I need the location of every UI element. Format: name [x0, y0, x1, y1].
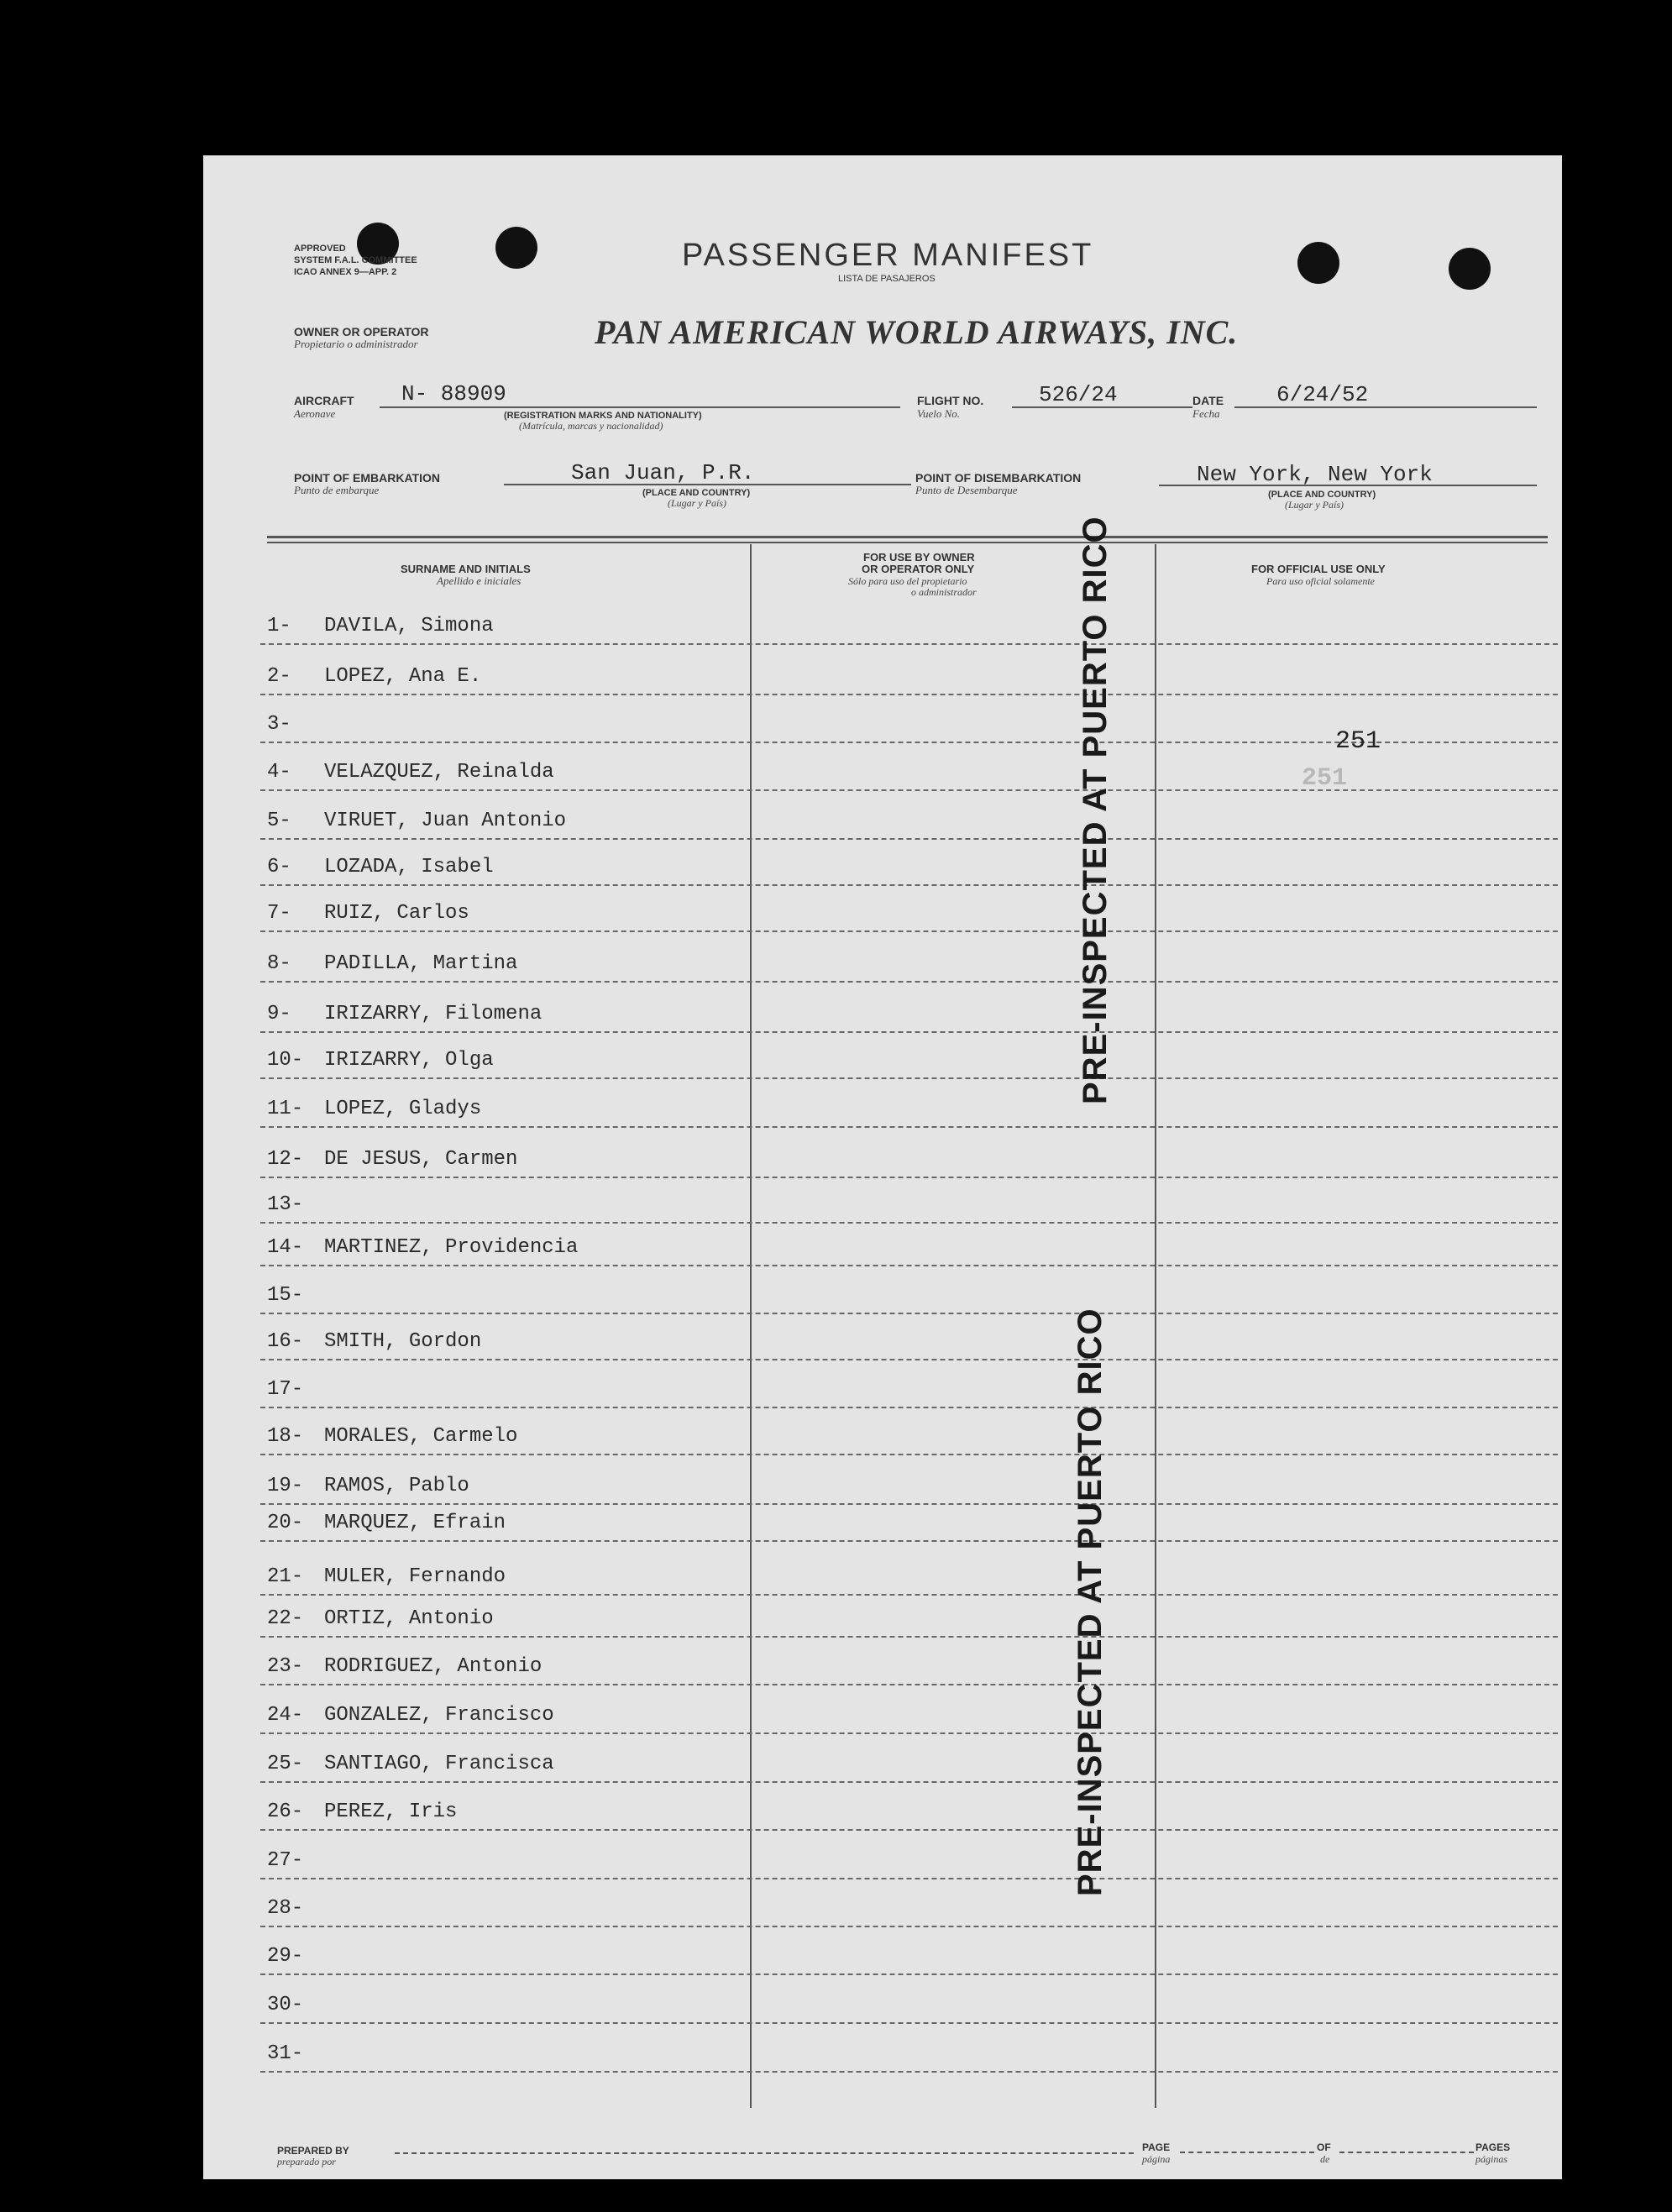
- column-header-owner: FOR USE BY OWNER: [863, 551, 975, 563]
- row-rule: [260, 981, 1558, 983]
- date-label: DATE: [1192, 394, 1224, 407]
- passenger-name: PADILLA, Martina: [324, 952, 518, 975]
- row-number: 1-: [267, 615, 291, 637]
- table-top-rule: [267, 536, 1548, 538]
- passenger-name: DAVILA, Simona: [324, 615, 494, 637]
- punch-hole: [1449, 248, 1491, 290]
- row-number: 23-: [267, 1655, 304, 1678]
- row-rule: [260, 1926, 1558, 1927]
- row-number: 11-: [267, 1098, 304, 1120]
- row-number: 28-: [267, 1897, 304, 1920]
- embarkation-underline: [504, 484, 911, 485]
- row-number: 29-: [267, 1945, 304, 1968]
- embarkation-label: POINT OF EMBARKATION: [294, 471, 440, 485]
- row-number: 16-: [267, 1330, 304, 1353]
- flight-label-es: Vuelo No.: [917, 407, 961, 420]
- passenger-name: LOZADA, Isabel: [324, 856, 494, 878]
- passenger-name: GONZALEZ, Francisco: [324, 1704, 554, 1727]
- column-header-owner-2: OR OPERATOR ONLY: [862, 563, 975, 575]
- row-number: 24-: [267, 1704, 304, 1727]
- passenger-name: MARQUEZ, Efrain: [324, 1512, 506, 1534]
- row-rule: [260, 1878, 1558, 1879]
- row-number: 3-: [267, 713, 291, 736]
- aircraft-sub: (REGISTRATION MARKS AND NATIONALITY): [504, 411, 702, 421]
- punch-hole: [495, 227, 537, 269]
- row-rule: [260, 1126, 1558, 1128]
- row-number: 20-: [267, 1512, 304, 1534]
- table-top-rule-2: [267, 542, 1548, 543]
- aircraft-value: N- 88909: [401, 381, 506, 406]
- passenger-name: RAMOS, Pablo: [324, 1475, 469, 1497]
- row-rule: [260, 1265, 1558, 1266]
- date-label-es: Fecha: [1192, 407, 1220, 420]
- pages-label: PAGES: [1475, 2141, 1511, 2153]
- row-rule: [260, 1503, 1558, 1505]
- passenger-name: IRIZARRY, Filomena: [324, 1003, 542, 1025]
- row-number: 14-: [267, 1236, 304, 1259]
- passenger-name: RODRIGUEZ, Antonio: [324, 1655, 542, 1678]
- row-rule: [260, 1407, 1558, 1408]
- row-number: 8-: [267, 952, 291, 975]
- embarkation-sub: (PLACE AND COUNTRY): [642, 488, 751, 498]
- row-rule: [260, 2022, 1558, 2024]
- page-label-es: página: [1142, 2153, 1171, 2165]
- date-underline: [1234, 406, 1537, 408]
- column-header-official: FOR OFFICIAL USE ONLY: [1251, 563, 1386, 575]
- prepared-by-line: [395, 2152, 1134, 2154]
- row-number: 15-: [267, 1284, 304, 1307]
- row-number: 26-: [267, 1801, 304, 1823]
- column-divider-1: [750, 544, 752, 2108]
- page-label: PAGE: [1142, 2141, 1171, 2153]
- row-rule: [260, 1454, 1558, 1455]
- official-use-number: 251: [1335, 727, 1381, 756]
- approval-line-3: ICAO ANNEX 9—APP. 2: [294, 267, 397, 277]
- column-divider-2: [1155, 544, 1156, 2108]
- row-rule: [260, 1781, 1558, 1783]
- row-number: 5-: [267, 810, 291, 832]
- passenger-name: VELAZQUEZ, Reinalda: [324, 761, 554, 784]
- page-title: PASSENGER MANIFEST: [682, 238, 1094, 273]
- row-number: 27-: [267, 1849, 304, 1872]
- disembarkation-sub: (PLACE AND COUNTRY): [1268, 490, 1376, 500]
- operator-label-es: Propietario o administrador: [294, 338, 418, 350]
- row-rule: [260, 2071, 1558, 2073]
- disembarkation-label: POINT OF DISEMBARKATION: [915, 471, 1082, 485]
- of-label-es: de: [1320, 2153, 1330, 2165]
- passenger-name: PEREZ, Iris: [324, 1801, 458, 1823]
- passenger-name: SMITH, Gordon: [324, 1330, 482, 1353]
- row-rule: [260, 1359, 1558, 1360]
- flight-value: 526/24: [1039, 382, 1118, 407]
- embarkation-sub-es: (Lugar y País): [668, 497, 726, 509]
- row-number: 7-: [267, 902, 291, 925]
- operator-value: PAN AMERICAN WORLD AIRWAYS, INC.: [595, 313, 1239, 351]
- passenger-name: ORTIZ, Antonio: [324, 1607, 494, 1630]
- row-rule: [260, 1031, 1558, 1033]
- row-rule: [260, 789, 1558, 791]
- row-rule: [260, 1313, 1558, 1314]
- passenger-name: LOPEZ, Ana E.: [324, 665, 482, 688]
- disembarkation-underline: [1159, 485, 1537, 486]
- column-header-owner-es-2: o administrador: [911, 586, 977, 598]
- row-number: 10-: [267, 1049, 304, 1072]
- flight-label: FLIGHT NO.: [917, 394, 984, 407]
- column-header-name-es: Apellido e iniciales: [437, 574, 522, 587]
- passenger-name: SANTIAGO, Francisca: [324, 1753, 554, 1775]
- row-rule: [260, 1077, 1558, 1079]
- row-rule: [260, 930, 1558, 932]
- page-subtitle: LISTA DE PASAJEROS: [838, 274, 936, 284]
- row-number: 4-: [267, 761, 291, 784]
- row-rule: [260, 884, 1558, 886]
- pre-inspected-stamp: PRE-INSPECTED AT PUERTO RICO: [1072, 1308, 1109, 1896]
- disembarkation-label-es: Punto de Desembarque: [915, 484, 1018, 496]
- flight-underline: [1012, 406, 1192, 408]
- row-rule: [260, 1177, 1558, 1178]
- row-rule: [260, 1222, 1558, 1224]
- row-number: 13-: [267, 1193, 304, 1216]
- row-number: 17-: [267, 1378, 304, 1401]
- of-line: [1339, 2152, 1474, 2153]
- row-number: 30-: [267, 1994, 304, 2016]
- row-number: 22-: [267, 1607, 304, 1630]
- aircraft-underline: [380, 406, 900, 408]
- aircraft-sub-es: (Matrícula, marcas y nacionalidad): [519, 420, 663, 432]
- passenger-name: RUIZ, Carlos: [324, 902, 469, 925]
- row-rule: [260, 694, 1558, 695]
- row-number: 2-: [267, 665, 291, 688]
- prepared-by-label: PREPARED BY: [277, 2145, 349, 2157]
- date-value: 6/24/52: [1276, 382, 1369, 407]
- row-rule: [260, 643, 1558, 645]
- row-rule: [260, 1594, 1558, 1596]
- row-rule: [260, 1974, 1558, 1975]
- row-rule: [260, 1732, 1558, 1734]
- passenger-name: LOPEZ, Gladys: [324, 1098, 482, 1120]
- passenger-name: IRIZARRY, Olga: [324, 1049, 494, 1072]
- embarkation-value: San Juan, P.R.: [571, 460, 755, 485]
- approval-line-2: SYSTEM F.A.L. COMMITTEE: [294, 255, 417, 265]
- pages-label-es: páginas: [1475, 2153, 1508, 2165]
- passenger-name: VIRUET, Juan Antonio: [324, 810, 567, 832]
- disembarkation-value: New York, New York: [1197, 462, 1433, 487]
- column-header-name: SURNAME AND INITIALS: [401, 563, 531, 575]
- approval-line-1: APPROVED: [294, 244, 346, 254]
- page-line: [1180, 2152, 1314, 2153]
- row-rule: [260, 1684, 1558, 1685]
- passenger-name: MORALES, Carmelo: [324, 1425, 518, 1448]
- pre-inspected-stamp: PRE-INSPECTED AT PUERTO RICO: [1077, 516, 1114, 1104]
- disembarkation-sub-es: (Lugar y País): [1285, 499, 1344, 511]
- embarkation-label-es: Punto de embarque: [294, 484, 380, 496]
- row-number: 6-: [267, 856, 291, 878]
- row-number: 19-: [267, 1475, 304, 1497]
- official-use-number-faint: 251: [1302, 764, 1348, 793]
- row-number: 9-: [267, 1003, 291, 1025]
- row-number: 21-: [267, 1565, 304, 1588]
- row-number: 31-: [267, 2042, 304, 2065]
- row-number: 12-: [267, 1148, 304, 1171]
- operator-label: OWNER OR OPERATOR: [294, 325, 429, 338]
- column-header-official-es: Para uso oficial solamente: [1266, 575, 1375, 587]
- passenger-name: DE JESUS, Carmen: [324, 1148, 518, 1171]
- prepared-by-label-es: preparado por: [277, 2156, 336, 2167]
- column-header-owner-es: Sólo para uso del propietario: [848, 575, 967, 587]
- punch-hole: [1297, 242, 1339, 284]
- row-rule: [260, 1636, 1558, 1638]
- row-rule: [260, 1540, 1558, 1542]
- row-number: 25-: [267, 1753, 304, 1775]
- aircraft-label: AIRCRAFT: [294, 394, 354, 407]
- row-rule: [260, 838, 1558, 840]
- row-number: 18-: [267, 1425, 304, 1448]
- row-rule: [260, 1829, 1558, 1831]
- aircraft-label-es: Aeronave: [294, 407, 336, 420]
- passenger-name: MULER, Fernando: [324, 1565, 506, 1588]
- of-label: OF: [1317, 2141, 1331, 2153]
- passenger-name: MARTINEZ, Providencia: [324, 1236, 579, 1259]
